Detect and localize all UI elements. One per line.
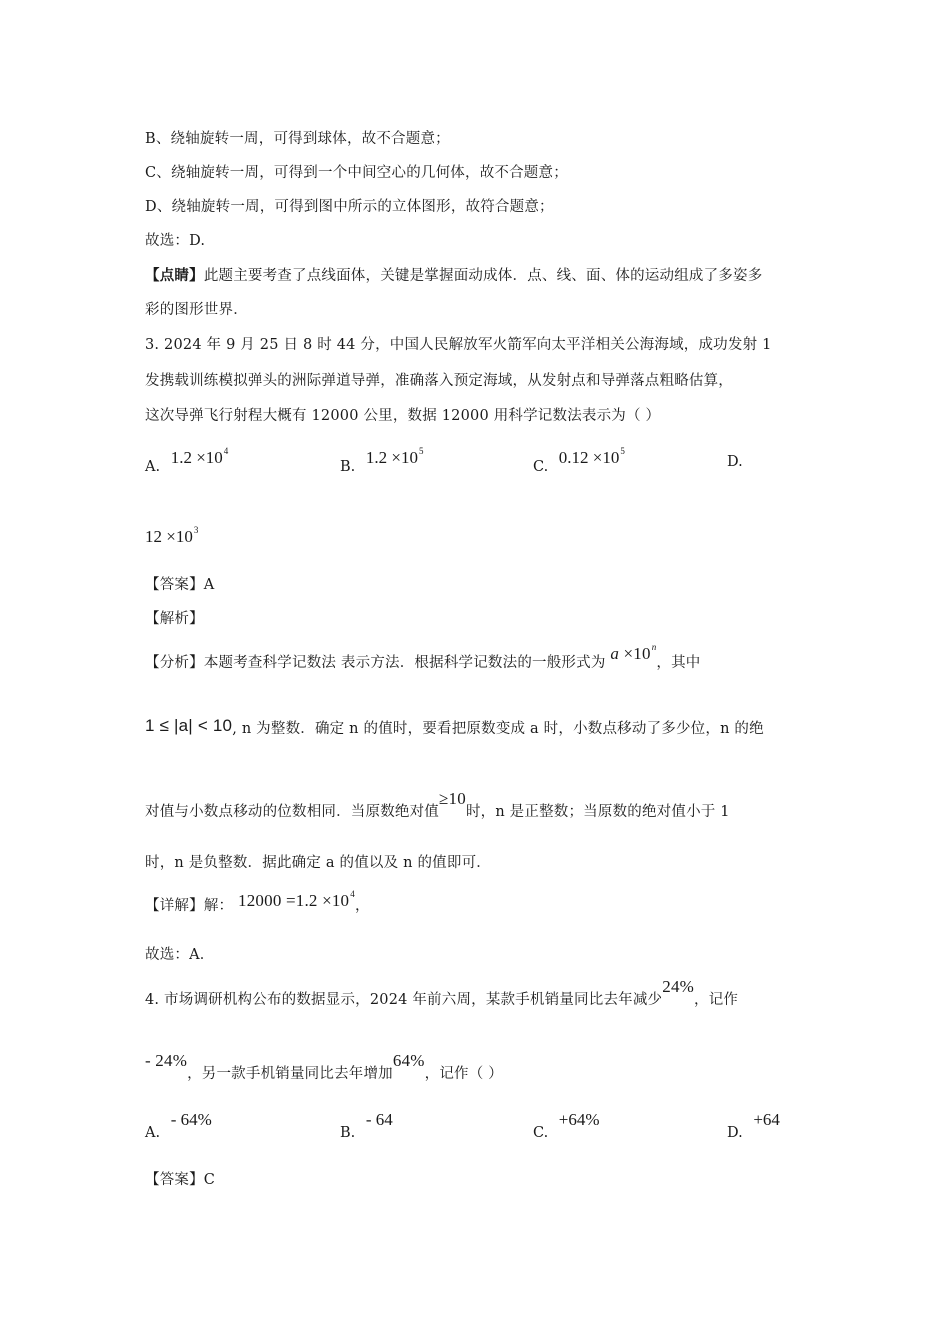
option-c-explanation: C、绕轴旋转一周，可得到一个中间空心的几何体，故不合题意； [145,165,568,181]
fenxi-text-3b: 时，n 是正整数；当原数的绝对值小于 1 [465,804,730,820]
q4-answer: 【答案】C [145,1172,216,1188]
sci-notation-form [610,644,656,663]
option-exponent: 5 [418,446,424,456]
option-label: A. [145,1125,161,1141]
option-value: - 64 [365,1110,393,1129]
fenxi-tag: 【分析】 [145,655,204,671]
option-value: +64% [558,1110,600,1129]
option-d-explanation: D、绕轴旋转一周，可得到图中所示的立体图形，故符合题意； [145,199,554,215]
option-exponent: 4 [223,446,229,456]
q4-stem-2a: ，另一款手机销量同比去年增加 [187,1066,393,1082]
geq-ten: ≥10 [439,789,466,808]
abs-inequality: 1 ≤ |a| < 10 [145,716,233,735]
q2-choose: 故选：D. [145,233,206,249]
pct-24: 24% [662,977,695,996]
form-a: a [610,644,620,663]
option-base: 1.2 ×10 [170,448,223,467]
q3-fenxi-line-2 [145,717,764,738]
q3-option-a [145,446,229,475]
neg-24: - 24% [145,1051,188,1070]
q3-analysis-tag: 【解析】 [145,611,204,627]
option-base: 0.12 ×10 [558,448,620,467]
detail-math: 12000 =1.2 ×10 [238,891,350,910]
q3-fenxi-line-1 [145,642,701,672]
q4-stem-1b: ，记作 [694,992,739,1008]
comment-line-1: 此题主要考查了点线面体，关键是掌握面动成体．点、线、面、体的运动组成了多姿多 [203,268,763,284]
form-n: n [651,642,657,652]
fenxi-text: 本题考查科学记数法 表示方法．根据科学记数法的一般形式为 [203,655,606,671]
q3-stem-line-2: 发携载训练模拟弹头的洲际弹道导弹，准确落入预定海域，从发射点和导弹落点粗略估算， [145,373,733,389]
option-b-explanation: B、绕轴旋转一周，可得到球体，故不合题意； [145,131,450,147]
detail-end: ， [354,898,370,914]
q4-stem-1a: 4. 市场调研机构公布的数据显示，2024 年前六周，某款手机销量同比去年减少 [145,992,663,1008]
option-base: 12 ×10 [145,527,193,546]
q4-option-d [727,1110,780,1141]
form-times: ×10 [619,644,651,663]
option-label: B. [340,459,356,475]
q3-answer: 【答案】A [145,577,215,593]
q2-comment [145,264,762,285]
q4-stem-2b: ，记作（ ） [424,1066,503,1082]
option-exponent: 3 [193,525,199,535]
q3-fenxi-line-3 [145,789,730,821]
q3-choose: 故选：A． [145,947,215,963]
q3-detail [145,889,370,915]
fenxi-text-3a: 对值与小数点移动的位数相同．当原数绝对值 [145,804,439,820]
q3-stem-line-1: 3. 2024 年 9 月 25 日 8 时 44 分，中国人民解放军火箭军向太平洋相关公海海域，成功发射 1 [145,337,772,353]
option-value: +64 [753,1110,780,1129]
q4-option-c [533,1110,600,1141]
option-value: - 64% [170,1110,212,1129]
comment-tag: 【点睛】 [145,267,204,284]
q3-fenxi-line-4: 时，n 是负整数．据此确定 a 的值以及 n 的值即可． [145,855,491,871]
option-exponent: 5 [620,446,625,456]
q3-stem-line-3: 这次导弹飞行射程大概有 12000 公里，数据 12000 用科学记数法表示为（ ） [145,408,661,424]
detail-tag: 【详解】 [145,898,204,914]
fenxi-end: ，其中 [656,655,701,671]
option-base: 1.2 ×10 [365,448,418,467]
option-label: D. [727,1125,743,1141]
q3-option-d-value [145,525,198,547]
option-label: A. [145,459,161,475]
pct-64: 64% [392,1051,425,1070]
detail-equation [238,891,355,910]
detail-text: 解： [203,898,234,914]
option-label: C. [533,1125,549,1141]
q4-stem-line-1 [145,977,739,1009]
q4-option-b [340,1110,393,1141]
q3-option-c [533,446,625,475]
comment-line-2: 彩的图形世界． [145,302,248,318]
detail-exponent: 4 [350,889,355,899]
q4-stem-line-2 [145,1051,503,1083]
q4-option-a [145,1110,212,1141]
q3-option-d-label: D. [727,454,743,470]
option-label: C. [533,459,549,475]
fenxi-text-2: , n 为整数．确定 n 的值时，要看把原数变成 a 时，小数点移动了多少位，n 的绝 [232,721,764,737]
option-label: B. [340,1125,356,1141]
q3-option-b [340,446,424,475]
